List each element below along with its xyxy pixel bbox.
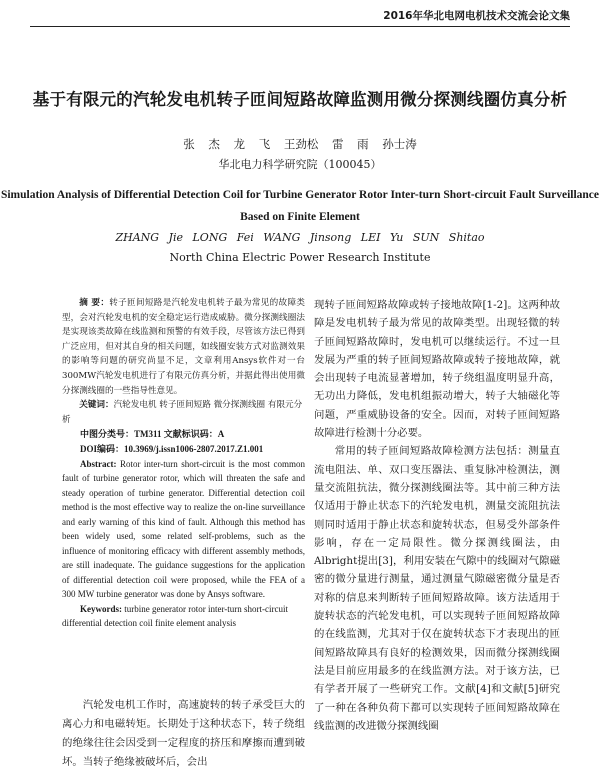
paper-title-zh: 基于有限元的汽轮发电机转子匝间短路故障监测用微分探测线圈仿真分析 — [32, 90, 568, 109]
keywords-zh — [62, 398, 305, 427]
paper-title-en: Simulation Analysis of Differential Detection Coil for Turbine Generator Rotor Inter-turn Short-circuit Fault Surveillance Based on Finite Element — [0, 189, 600, 223]
front-matter-column — [62, 296, 305, 631]
abstract-zh-label: 摘 要： — [79, 298, 110, 308]
body-intro-paragraph: 汽轮发电机工作时，高速旋转的转子承受巨大的离心力和电磁转矩。长期处于这种状态下，转子绕组的绝缘往往会因受到一定程度的挤压和摩擦而遭到破坏。当转子绝缘被破坏后，会出 — [62, 699, 305, 769]
abstract-en-text: Rotor inter-turn short-circuit is the most common fault of turbine generator rotor, which will threaten the safe and steady operation of turbine generator. Differential detection coil method is the most effective way to realize the on-line surveillance and early warning of this kind of fault. Although this method has been widely used, some related self-problems, such as the influence of monitoring efficacy with different assembly methods, are still inadequate. The guidance suggestions for the application of differential detection coil were proposed, while the FEA of a 300 MW turbine generator was done by Ansys software. — [62, 458, 306, 600]
affiliation-zh: 华北电力科学研究院（100045） — [218, 158, 382, 171]
affiliation-en: North China Electric Power Research Institute — [169, 251, 431, 264]
body-paragraph-2: 常用的转子匝间短路故障检测方法包括：测量直流电阻法、单、双口变压器法、重复脉冲检测法，测量交流阻抗法，微分探测线圈法等。其中前三种方法仅适用于静止状态下的汽轮发电机，测量交流阻抗法则同时适用于静止状态和旋转状态，但易受外部条件影响，存在一定局限性。微分探测线圈法，由Albright提出[3]，利用安装在气隙中的线圈对气隙磁密的微分量进行测量，通过测量气隙磁密微分量是否对称的信息来判断转子匝间短路故障。该方法适用于旋转状态的汽轮发电机，可以实现转子匝间短路故障的在线监测，尤其对于仅在旋转状态下才表现出的匝间短路故障具有良好的检测效果，因而微分探测线圈法是目前应用最多的在线监测方法。对于该方法，已有学者开展了一些研究工作。文献[4]和文献[5]研究了一种在各种负荷下都可以实现转子匝间短路故障在线监测的改进微分探测线圈 — [314, 445, 560, 732]
clc-line: 中图分类号：TM311 文献标识码：A — [80, 429, 225, 440]
body-right-column — [314, 296, 560, 735]
keywords-en — [62, 602, 305, 631]
running-header: 2016年华北电网电机技术交流会论文集 — [383, 10, 570, 22]
header-rule — [30, 26, 570, 27]
keywords-en-label: Keywords: — [80, 603, 122, 614]
keywords-en-text: turbine generator rotor inter-turn short-circuit differential detection coil finite element analysis — [62, 603, 289, 629]
keywords-zh-label: 关键词： — [79, 400, 114, 411]
authors-en: ZHANG Jie LONG Fei WANG Jinsong LEI Yu SUN Shitao — [115, 231, 485, 244]
keywords-zh-text: 汽轮发电机 转子匝间短路 微分探测线圈 有限元分析 — [62, 400, 303, 425]
doi-line: DOI编码：10.3969/j.issn1006-2807.2017.Z1.001 — [80, 443, 264, 454]
abstract-en — [62, 457, 305, 602]
authors-zh: 张 杰 龙 飞 王劲松 雷 雨 孙士涛 — [183, 137, 417, 151]
abstract-zh — [62, 296, 305, 398]
abstract-en-label: Abstract: — [80, 458, 117, 469]
abstract-zh-text: 转子匝间短路是汽轮发电机转子最为常见的故障类型，会对汽轮发电机的安全稳定运行造成威胁。微分探测线圈法是实现该类故障在线监测和预警的有效手段，尽管该方法已得到广泛应用，但对其自身的相关问题，如线圈安装方式对监测效果的影响等问题的研究尚显不足，文章利用Ansys软件对一台300MW汽轮发电机进行了有限元仿真分析，并据此得出使用微分探测线圈的一些指导性意见。 — [62, 298, 305, 396]
body-paragraph-1: 现转子匝间短路故障或转子接地故障[1-2]。这两种故障是发电机转子最为常见的故障类型。出现轻微的转子匝间短路故障时，发电机可以继续运行。不过一旦发展为严重的转子匝间短路故障或转子接地故障，就会出现转子电流显著增加，转子绕组温度明显升高，无功出力降低，发电机组振动增大，转子大轴磁化等问题，严重威胁设备的安全。因而，对转子匝间短路故障进行检测十分必要。 — [314, 299, 560, 440]
